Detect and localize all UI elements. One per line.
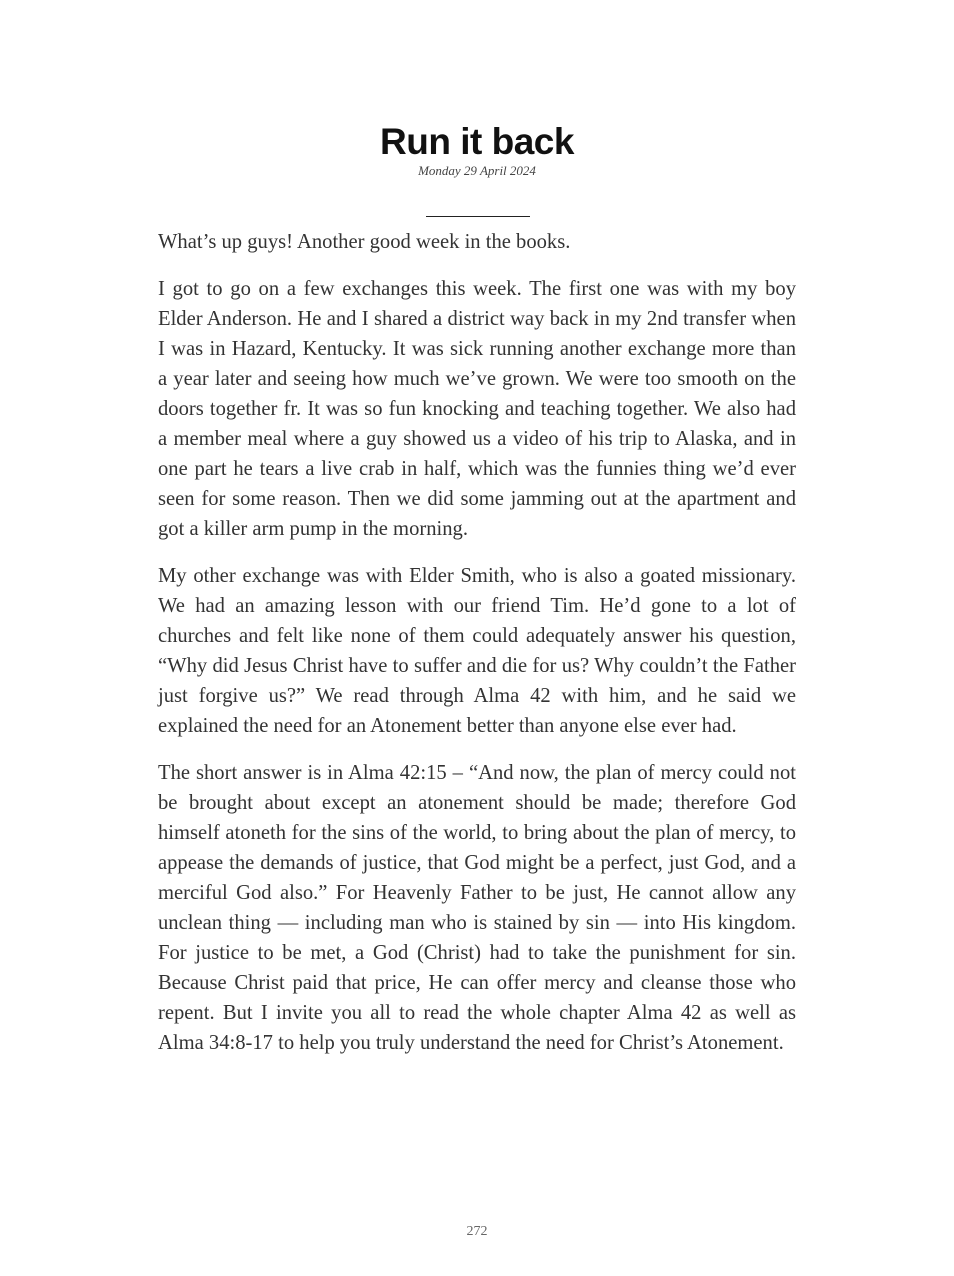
article-body — [158, 227, 796, 1075]
page-number: 272 — [466, 1224, 488, 1239]
title-divider — [426, 216, 530, 217]
paragraph: I got to go on a few exchanges this week. The first one was with my boy Elder Anderson. He and I shared a district way back in my 2nd transfer when I was in Hazard, Kentucky. It was sick running another exchange more than a year later and seeing how much we’ve grown. We were too smooth on the doors together fr. It was so fun knocking and teaching together. We also had a member meal where a guy showed us a video of his trip to Alaska, and in one part he tears a live crab in half, which was the funnies thing we’d ever seen for some reason. Then we did some jamming out at the apartment and got a killer arm pump in the morning. — [158, 278, 796, 540]
post-date: Monday 29 April 2024 — [418, 163, 536, 178]
paragraph: The short answer is in Alma 42:15 – “And now, the plan of mercy could not be brought about except an atonement should be made; therefore God himself atoneth for the sins of the world, to bring about the plan of mercy, to appease the demands of justice, that God might be a perfect, just God, and a merciful God also.” For Heavenly Father to be just, He cannot allow any unclean thing — including man who is stained by sin — into His kingdom. For justice to be met, a God (Christ) had to take the punishment for sin. Because Christ paid that price, He can offer mercy and cleanse those who repent. But I invite you all to read the whole chapter Alma 42 as well as Alma 34:8-17 to help you truly understand the need for Christ’s Atonement. — [158, 762, 796, 1054]
page-title: Run it back — [380, 121, 574, 162]
paragraph: What’s up guys! Another good week in the books. — [158, 231, 571, 253]
paragraph: My other exchange was with Elder Smith, who is also a goated missionary. We had an amazing lesson with our friend Tim. He’d gone to a lot of churches and felt like none of them could adequately answer his question, “Why did Jesus Christ have to suffer and die for us? Why couldn’t the Father just forgive us?” We read through Alma 42 with him, and he said we explained the need for an Atonement better than anyone else ever had. — [158, 565, 796, 737]
